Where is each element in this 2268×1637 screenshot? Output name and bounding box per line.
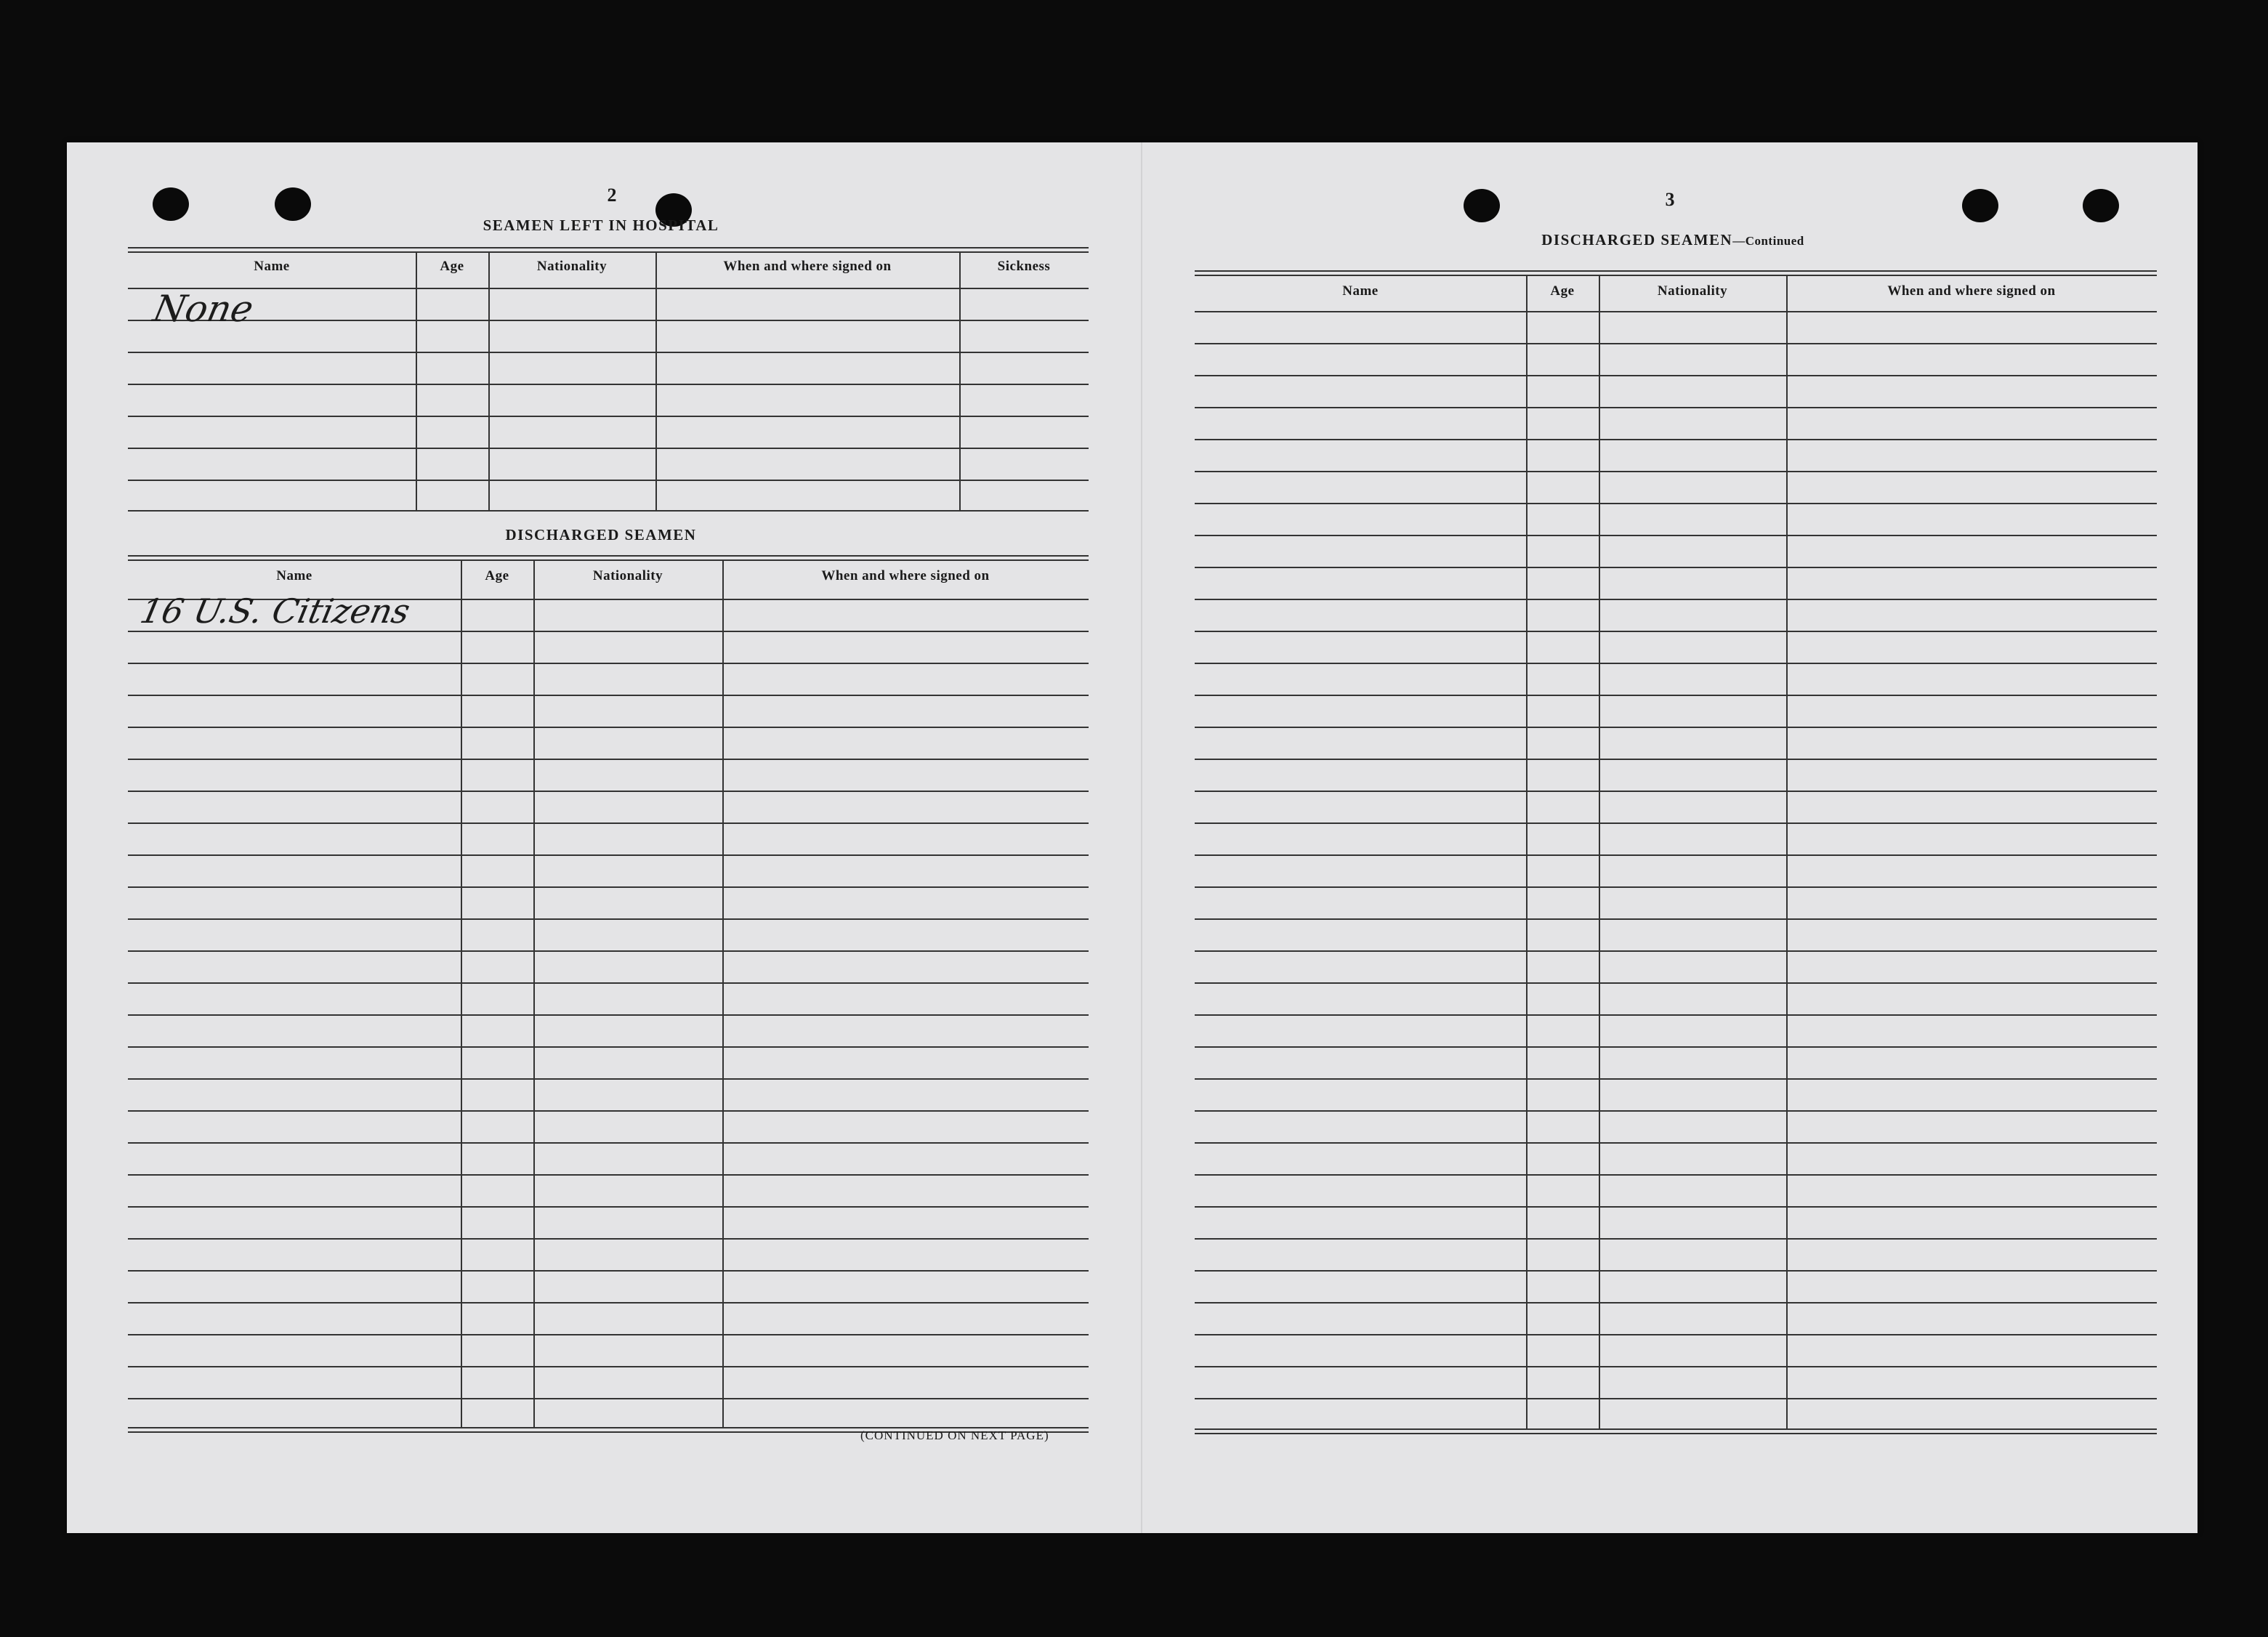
section-title-hospital: SEAMEN LEFT IN HOSPITAL [483,217,719,234]
continued-footer: (CONTINUED ON NEXT PAGE) [860,1428,1049,1442]
punch-hole [1464,189,1500,222]
handwritten-entry-none: None [149,288,257,330]
column-header-name: Name [254,259,290,274]
column-header-nationality: Nationality [592,568,663,583]
column-header-age: Age [440,259,464,274]
page-number: 3 [1665,189,1675,210]
hospital-table [128,247,1089,512]
discharged-table-left [128,555,1089,1436]
punch-hole [2083,189,2119,222]
section-title-discharged: DISCHARGED SEAMEN [505,526,697,543]
punch-hole [275,187,311,221]
discharged-table-right [1195,270,2157,1443]
column-header-when-where: When and where signed on [821,568,990,583]
column-header-age: Age [1550,283,1575,299]
column-header-nationality: Nationality [1657,283,1728,299]
handwritten-entry-citizens: 16 U.S. Citizens [137,591,413,631]
column-header-when-where: When and where signed on [723,259,892,274]
column-header-age: Age [485,568,509,583]
punch-hole [153,187,189,221]
manifest-sheet [67,142,2198,1533]
section-title-discharged-continued [1440,231,1905,249]
column-header-sickness: Sickness [997,259,1051,274]
column-header-name: Name [1342,283,1379,299]
punch-hole [1962,189,1998,222]
column-header-when-where: When and where signed on [1887,283,2056,299]
column-header-name: Name [276,568,312,583]
page-fold [1141,142,1142,1533]
section-title-suffix: —Continued [1732,234,1804,248]
column-header-nationality: Nationality [536,259,608,274]
page-number: 2 [607,185,617,206]
section-title-text: DISCHARGED SEAMEN [1541,231,1733,248]
